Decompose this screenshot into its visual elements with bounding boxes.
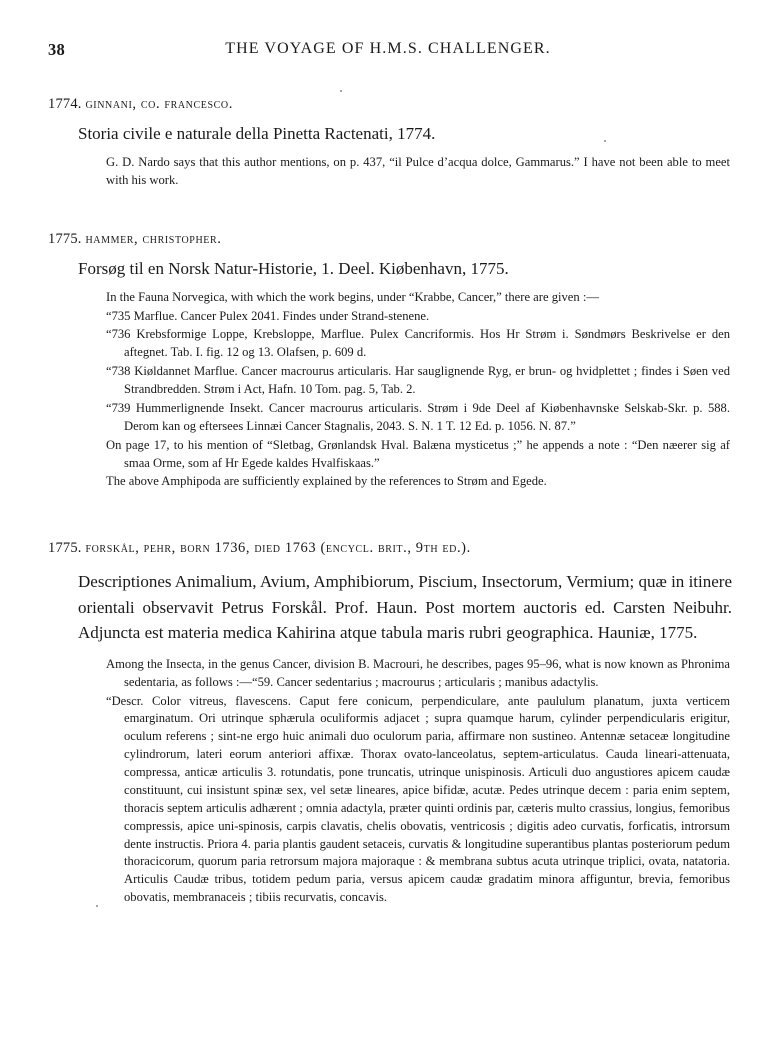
entry-year: 1775.: [48, 540, 82, 557]
entry-author: hammer, christopher.: [85, 230, 222, 247]
entry-heading: [48, 231, 732, 248]
entry-note-block: [106, 656, 730, 907]
note-paragraph: “736 Krebsformige Loppe, Krebsloppe, Marflue. Pulex Cancriformis. Hos Hr Strøm i. Søndmørs Beskrivelse er den aftegnet. Tab. I. fig. 12 og 13. Olafsen, p. 609 d.: [106, 327, 730, 360]
entry-author: ginnani, co. francesco.: [85, 96, 233, 112]
note-paragraph: On page 17, to his mention of “Sletbag, Grønlandsk Hval. Balæna mysticetus ;” he appends a note : “Den næerer sig af smaa Orme, som af Hr Egede kaldes Hvalfiskaas.”: [106, 437, 730, 470]
entry-title: Storia civile e naturale della Pinetta Ractenati, 1774.: [78, 124, 436, 143]
entry-note-block: [106, 154, 730, 190]
bibliography-entry-ginnani: [48, 96, 732, 190]
entry-note-block: [106, 289, 730, 492]
page-body: [48, 82, 732, 908]
bibliography-entry-forskal: [48, 540, 732, 907]
running-title: THE VOYAGE OF H.M.S. CHALLENGER.: [225, 40, 551, 57]
entry-title: Forsøg til en Norsk Natur-Historie, 1. Deel. Kiøbenhavn, 1775.: [78, 258, 509, 278]
note-paragraph: G. D. Nardo says that this author mentions, on p. 437, “il Pulce d’acqua dolce, Gammarus.” I have not been able to meet with his work.: [106, 154, 730, 187]
note-paragraph: In the Fauna Norvegica, with which the work begins, under “Krabbe, Cancer,” there are given :—: [106, 289, 599, 304]
bibliography-entry-hammer: [48, 231, 732, 492]
page-header: [0, 40, 776, 64]
note-paragraph: “738 Kiøldannet Marflue. Cancer macrourus articularis. Har sauglignende Ryg, er brun- og hvidplettet ; findes i Søen ved Strandbredden. Strøm i Act, Hafn. 10 Tom. pag. 5, Tab. 2.: [106, 364, 730, 396]
note-paragraph: Among the Insecta, in the genus Cancer, division B. Macrouri, he describes, pages 95–96, what is now known as Phronima sedentaria, as follows :—“59. Cancer sedentarius ; macrourus ; articularis ; manibus adactylis.: [106, 656, 730, 689]
entry-heading: [48, 96, 732, 113]
entry-title: Descriptiones Animalium, Avium, Amphibiorum, Piscium, Insectorum, Vermium; quæ in itinere orientali observavit Petrus Forskål. Prof. Haun. Post mortem auctoris ed. Carsten Neibuhr. Adjuncta est materia medica Kahirina atque tabula maris rubri geographica. Hauniæ, 1775.: [78, 572, 732, 643]
note-paragraph: The above Amphipoda are sufficiently explained by the references to Strøm and Egede.: [106, 474, 547, 489]
page-number: 38: [48, 40, 66, 59]
entry-year: 1775.: [48, 230, 82, 247]
entry-heading: [48, 540, 732, 557]
note-paragraph: “735 Marflue. Cancer Pulex 2041. Findes under Strand-stenene.: [106, 308, 430, 323]
note-paragraph: “Descr. Color vitreus, flavescens. Caput fere conicum, perpendiculare, ante paululum planatum, juxta verticem emarginatum. Ori utrinque sphærula oculiformis adjacet ; supra quamque harum, cylinder perpendicularis erigitur, oculum referens ; sint-ne ergo huic animali duo oculorum paria, affirmare non sustineo. Antennæ setaceæ longitudine cylindrorum, lateri eorum anteriori affixæ. Thorax ovato-lanceolatus, septem-articulatus. Cauda lineari-attenuata, compressa, anticæ articulis 3. rotundatis, pone truncatis, utrinque unispinosis. Articuli duo angustiores apicem caudæ constituunt, cui insistunt spinæ sex, vel setæ lineares, apice bifidæ, acutæ. Pedes utrinque decem : paria enim septem, thoracis septem articulis adhærent ; omnia adactyla, præter quinti ordinis par, cæteris multo crassius, longius, femoribus compressis, apice uni-spinosis, carpis clavatis, chelis obovatis, ventricosis ; digitis adeo curvatis, forficatis, introrsum dente instructis. Priora 4. paria plantis gaudent setaceis, curvatis & longitudine superantibus plantas posteriorum pedum thoracicorum, quorum paria retrorsum majora majoraque : & membrana subtus acuta utrinque triplici, ovata, natatoria. Articulis Caudæ tribus, totidem pedum paria, versus apicem caudæ gradatim minora affiguntur, brevia, femoribus obovatis, membranaceis ; tibiis recurvatis, concavis.: [106, 693, 730, 905]
entry-year: 1774.: [48, 96, 82, 112]
entry-author: forskål, pehr, born 1736, died 1763 (encycl. brit., 9th ed.).: [85, 540, 471, 557]
note-paragraph: “739 Hummerlignende Insekt. Cancer macrourus articularis. Strøm i 9de Deel af Kiøbenhavnske Selskab-Skr. p. 588. Derom kan og eftersees Linnæi Cancer Stagnalis, 2043. S. N. 1 T. 12 Ed. p. 1056. N. 87.”: [106, 400, 730, 433]
